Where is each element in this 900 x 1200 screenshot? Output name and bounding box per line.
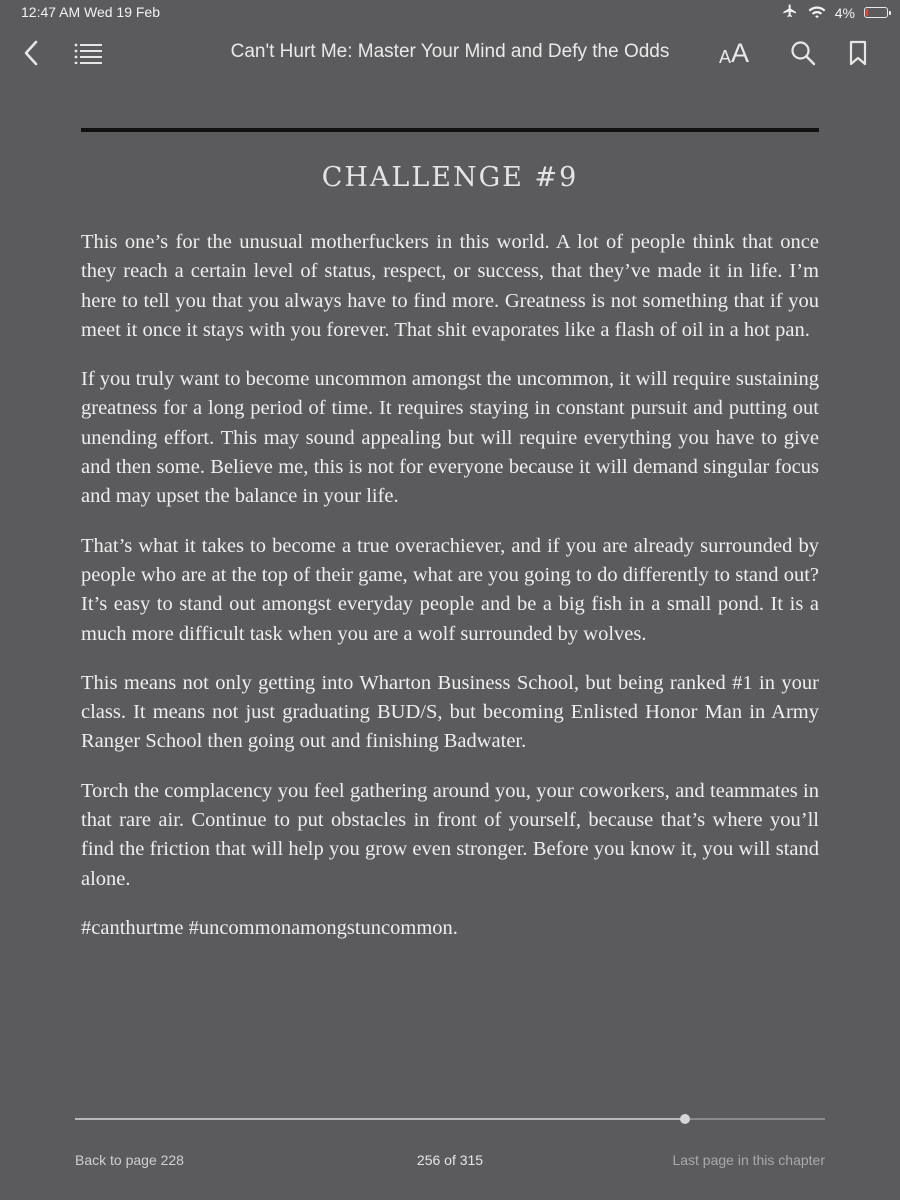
paragraph: That’s what it takes to become a true overachiever, and if you are already surrounded by people who are at the top of their game, what are you going to do differently to stand out? It’s easy to stand out amongst everyday people and be a big fish in a small pond. It is a much more difficult task when you are a wolf surrounded by wolves. bbox=[81, 534, 819, 645]
status-date: Wed 19 Feb bbox=[84, 4, 161, 20]
font-size-large-label: A bbox=[731, 38, 750, 68]
status-bar bbox=[0, 0, 900, 26]
battery-percent: 4% bbox=[834, 4, 855, 21]
reader-toolbar bbox=[0, 30, 900, 76]
scrubber-handle[interactable] bbox=[680, 1114, 690, 1124]
paragraph: This means not only getting into Wharton Business School, but being ranked #1 in your class. It means not just graduating BUD/S, but becoming Enlisted Honor Man in Army Ranger School then going out and finishing Badwater. bbox=[81, 671, 819, 753]
bookmark-icon[interactable] bbox=[843, 38, 873, 68]
back-chevron-icon[interactable] bbox=[16, 38, 46, 68]
scrubber-progress bbox=[75, 1118, 685, 1120]
table-of-contents-icon[interactable] bbox=[74, 38, 104, 68]
chapter-title: CHALLENGE #9 bbox=[321, 162, 579, 193]
font-size-icon[interactable] bbox=[719, 34, 759, 70]
page-scrubber[interactable] bbox=[75, 1118, 825, 1120]
status-time: 12:47 AM bbox=[21, 4, 81, 20]
wifi-icon bbox=[808, 4, 826, 21]
paragraph: Torch the complacency you feel gathering around you, your coworkers, and teammates in that rare air. Continue to put obstacles in front of yourself, because that’s where you’ll find the friction that will help you grow even stronger. Before you know it, you will stand alone. bbox=[81, 779, 819, 890]
back-to-page-link[interactable]: Back to page 228 bbox=[75, 1152, 184, 1168]
battery-level bbox=[866, 9, 868, 16]
page-indicator: 256 of 315 bbox=[416, 1152, 484, 1168]
font-size-small-label: A bbox=[719, 47, 732, 67]
chapter-divider bbox=[81, 128, 819, 132]
book-title: Can't Hurt Me: Master Your Mind and Defy the Odds bbox=[230, 41, 670, 62]
paragraph: If you truly want to become uncommon amongst the uncommon, it will require sustaining greatness for a long period of time. It requires staying in constant pursuit and putting out unending effort. This may sound appealing but will require everything you have to give and then some. Believe me, this is not for everyone because it will demand singular focus and may upset the balance in your life. bbox=[81, 368, 819, 508]
chapter-position-note: Last page in this chapter bbox=[672, 1152, 825, 1168]
search-icon[interactable] bbox=[788, 38, 818, 68]
airplane-mode-icon bbox=[781, 3, 799, 22]
status-indicators bbox=[781, 3, 888, 22]
paragraph: This one’s for the unusual motherfuckers in this world. A lot of people think that once they reach a certain level of status, respect, or success, that they’ve made it in life. I’m here to tell you that you always have to find more. Greatness is not something that if you meet it once it stays with you forever. That shit evaporates like a flash of oil in a hot pan. bbox=[81, 231, 819, 341]
battery-icon bbox=[864, 7, 888, 18]
hashtags-paragraph: #canthurtme #uncommonamongstuncommon. bbox=[81, 916, 458, 939]
book-page-text[interactable] bbox=[81, 228, 819, 963]
reader-footer bbox=[75, 1152, 825, 1172]
